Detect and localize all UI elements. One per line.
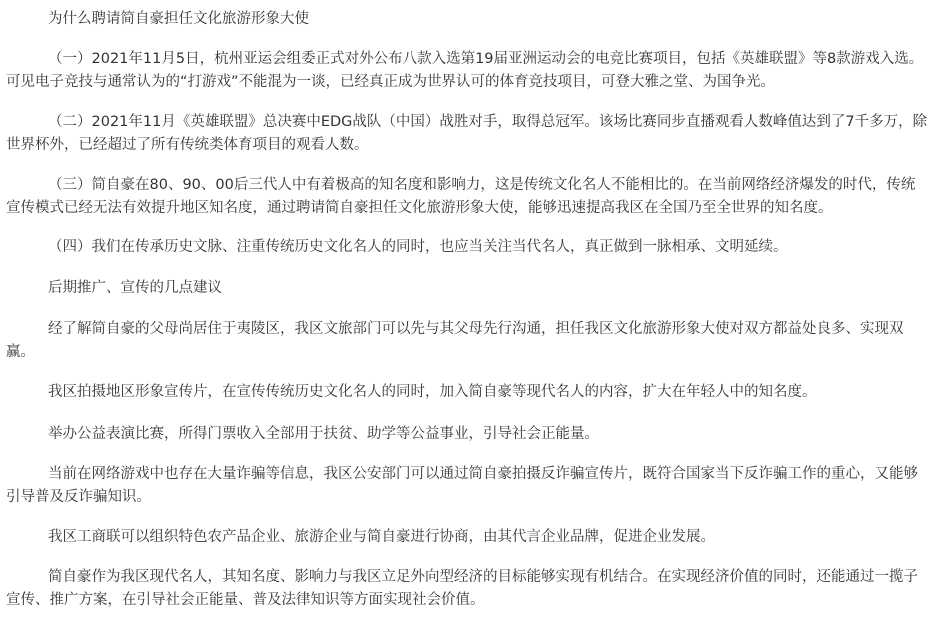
paragraph-suggestion-1: 经了解简自豪的父母尚居住于夷陵区，我区文旅部门可以先与其父母先行沟通，担任我区文化旅游形象大使对双方都益处良多、实现双赢。 (6, 321, 904, 360)
paragraph-suggestion-6: 简自豪作为我区现代名人，其知名度、影响力与我区立足外向型经济的目标能够实现有机结合。在实现经济价值的同时，还能通过一揽子宣传、推广方案，在引导社会正能量、普及法律知识等方面实现社会价值。 (6, 569, 918, 608)
paragraph-suggestion-2: 我区拍摄地区形象宣传片，在宣传传统历史文化名人的同时，加入简自豪等现代名人的内容，扩大在年轻人中的知名度。 (48, 384, 817, 400)
section-heading-suggestions: 后期推广、宣传的几点建议 (48, 280, 222, 296)
paragraph-suggestion-5: 我区工商联可以组织特色农产品企业、旅游企业与简自豪进行协商，由其代言企业品牌，促进企业发展。 (48, 529, 715, 545)
paragraph-reason-3: （三）简自豪在80、90、00后三代人中有着极高的知名度和影响力，这是传统文化名人不能相比的。在当前网络经济爆发的时代，传统宣传模式已经无法有效提升地区知名度，通过聘请简自豪担任文化旅游形象大使，能够迅速提高我区在全国乃至全世界的知名度。 (6, 177, 916, 216)
paragraph-reason-1: （一）2021年11月5日，杭州亚运会组委正式对外公布八款入选第19届亚洲运动会的电竞比赛项目，包括《英雄联盟》等8款游戏入选。可见电子竞技与通常认为的“打游戏”不能混为一谈，已经真正成为世界认可的体育竞技项目，可登大雅之堂、为国争光。 (6, 51, 924, 90)
paragraph-reason-4: （四）我们在传承历史文脉、注重传统历史文化名人的同时，也应当关注当代名人，真正做到一脉相承、文明延续。 (48, 239, 788, 255)
section-heading-why: 为什么聘请简自豪担任文化旅游形象大使 (48, 11, 309, 27)
paragraph-reason-2: （二）2021年11月《英雄联盟》总决赛中EDG战队（中国）战胜对手，取得总冠军。该场比赛同步直播观看人数峰值达到了7千多万，除世界杯外，已经超过了所有传统类体育项目的观看人数。 (6, 114, 928, 153)
paragraph-suggestion-3: 举办公益表演比赛，所得门票收入全部用于扶贫、助学等公益事业，引导社会正能量。 (48, 426, 599, 442)
paragraph-suggestion-4: 当前在网络游戏中也存在大量诈骗等信息，我区公安部门可以通过简自豪拍摄反诈骗宣传片，既符合国家当下反诈骗工作的重心，又能够引导普及反诈骗知识。 (6, 466, 918, 505)
